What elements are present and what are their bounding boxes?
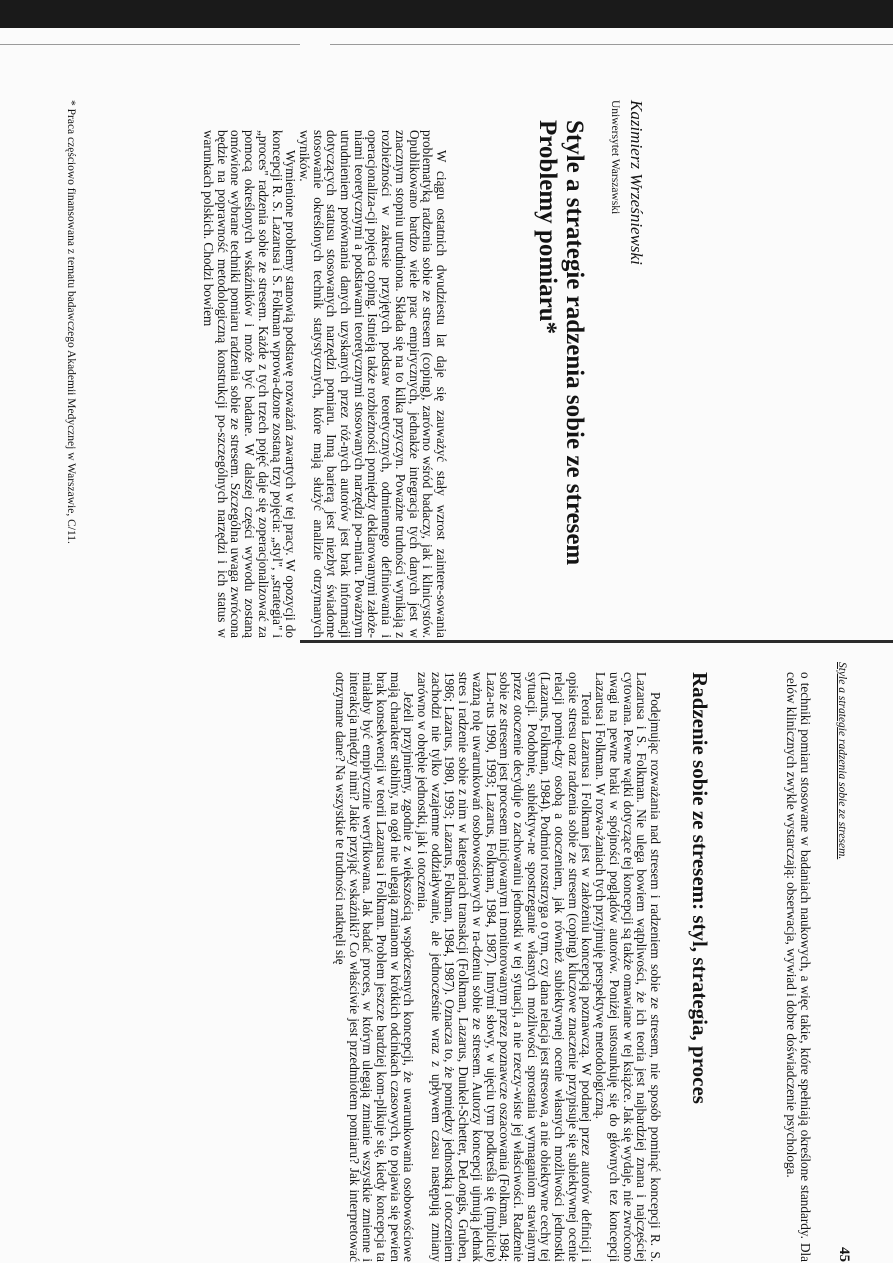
author: Kazimierz Wrześniewski xyxy=(627,100,646,265)
page-number: 45 xyxy=(836,1247,852,1262)
section-heading: Radzenie sobie ze stresem: styl, strategia, proces xyxy=(688,672,712,1104)
author-block xyxy=(606,100,646,655)
paragraph: o techniki pomiaru stosowane w badaniach naukowych, a więc takie, które spełniają określone standardy. Dla celów klinicznych zwykle wystarczają: obserwacja, wywiad i dobre doświadczenie psychologa. xyxy=(784,672,813,1262)
scan-top-border xyxy=(0,0,893,28)
body-right-intro xyxy=(760,672,812,1262)
article-subtitle: Problemy pomiaru* xyxy=(534,120,561,335)
body-right xyxy=(102,672,662,1262)
footnote-text: * Praca częściowo finansowana z tematu badawczego Akademii Medycznej w Warszawie, C/11. xyxy=(65,100,77,544)
scan-artifact-line xyxy=(330,44,893,45)
paragraph: Jeżeli przyjmiemy, zgodnie z większością współczesnych koncepcji, że uwarunkowania osobowościowe mają charakter stabilny, na ogół nie ulegają zmianom w krótkich odcinkach czasowych, to pojawia się pewien brak konsekwencji w teorii Lazarusa i Folkman. Problem jeszcze bardziej kom-plikuje się, kiedy koncepcja ta miałaby być empirycznie weryfikowana. Jak badać proces, w którym ulegają zmianie wszystkie zmienne i interakcja między nimi? Jakie przyjąć wskaźniki? Co właściwie jest przedmiotem pomiaru? Jak interpretować otrzymane dane? Na wszystkie te trudności natknęli się xyxy=(332,672,417,1262)
page-divider xyxy=(300,640,893,643)
article-title: Style a strategie radzenia sobie ze stresem xyxy=(561,120,588,566)
section-heading-block xyxy=(682,672,712,1262)
title-block xyxy=(530,120,588,680)
running-header xyxy=(828,662,852,1262)
paragraph: Teoria Lazarusa i Folkman jest w założeniu koncepcją poznawczą. W podanej przez autorów definicji i opisie stresu oraz radzenia sobie ze stresem (coping) kluczowe znaczenie przypisuje się subiektywnej ocenie relacji pomię-dzy osobą a otoczeniem, jak również subiektywnej ocenie własnych możliwości jednostki (Lazarus, Folkman, 1984). Podmiot rozstrzyga o tym, czy dana relacja jest stresowa, a nie obiektywne cechy tej sytuacji. Podobnie, subiektyw-ne spostrzeganie własnych możliwości sprostania wymaganiom stawianym przez otoczenie decyduje o zachowaniu jednostki w tej sytuacji, a nie rzeczy-wiste jej właściwości. Radzenie sobie ze stresem jest procesem inicjowanym i monitorowanym przez poznawcze oszacowania (Folkman, 1984; Laza-rus 1990, 1993; Lazarus, Folkman, 1984, 1987). Innymi słowy, w ujęciu tym podkreśla się (implicite) ważną rolę uwarunkowań osobowościowych w ra-dzeniu sobie ze stresem. Autorzy koncepcji ujmują jednak stres i radzenie sobie z nim w kategoriach transakcji (Folkman, Lazarus, Dunkel-Schetter, DeLongis, Gruben, 1986; Lazarus, 1980, 1993; Lazarus, Folkman, 1984, 1987). Oznacza to, że pomiędzy jednostką i otoczeniem zachodzi nie tylko wzajemne oddziaływanie, ale jednocześnie wraz z upływem czasu następują zmiany zarówno w obrębie jednostki, jak i otoczenia. xyxy=(415,672,595,1262)
body-left xyxy=(98,130,448,638)
paragraph: W ciągu ostatnich dwudziestu lat daje się zauważyć stały wzrost zaintere-sowania problematyką radzenia sobie ze stresem (coping), zarówno wśród badaczy, jak i klinicystów. Opublikowano bardzo wiele prac empirycznych, jednakże integracja tych danych jest w znacznym stopniu utrudniona. Składa się na to kilka przyczyn. Poważne trudności wynikają z rozbieżności w zakresie przyjętych podstaw teoretycznych, odmiennego definiowania i operacjonaliza-cji pojęcia coping. Istnieją także rozbieżności pomiędzy deklarowanymi założe-niami teoretycznymi a podstawami teoretycznymi stosowanych narzędzi po-miaru. Poważnym utrudnieniem porównania danych uzyskanych przez róż-nych autorów jest brak informacji dotyczących statusu stosowanych narzędzi pomiaru. Inną barierą jest niezbyt świadome stosowanie określonych technik statystycznych, które mają służyć analizie otrzymanych wyników. xyxy=(296,130,449,638)
paragraph: Podejmując rozważania nad stresem i radzeniem sobie ze stresem, nie sposób pominąć koncepcji R. S. Lazarusa i S. Folkman. Nie ulega bowiem wątpliwości, że ich teoria jest najbardziej znana i najczęściej cytowana. Pewne wątki dotyczące tej koncepcji są także omawiane w tej książce. Jak się wydaje, nie zwrócono uwagi na pewne braki w spójności poglądów autorów. Poniżej ustosunkuję się do głównych tez koncepcji Lazarusa i Folkman. W rozwa-żaniach tych przyjmuję perspektywę metodologiczną. xyxy=(593,672,663,1262)
footnote xyxy=(41,100,77,640)
scan-artifact-line xyxy=(0,44,300,45)
paragraph: Wymienione problemy stanowią podstawę rozważań zawartych w tej pracy. W opozycji do koncepcji R. S. Lazarusa i S. Folkman wprowa-dzone zostaną trzy pojęcia: „styl", „strategia" i „proces" radzenia sobie ze stresem. Każde z tych trzech pojęć daje się zoperacjonalizować za pomocą określonych wskaźników i może być badane. W dalszej części wywodu zostaną omówione wybrane techniki pomiaru radzenia sobie ze stresem. Szczególna uwaga zwrócona będzie na poprawność metodologiczną konstrukcji po-szczególnych narzędzi i ich status w warunkach polskich. Chodzi bowiem xyxy=(201,130,299,638)
affiliation: Uniwersytet Warszawski xyxy=(609,100,621,215)
running-head: Style a strategie radzenia sobie ze stresem. xyxy=(836,662,848,860)
